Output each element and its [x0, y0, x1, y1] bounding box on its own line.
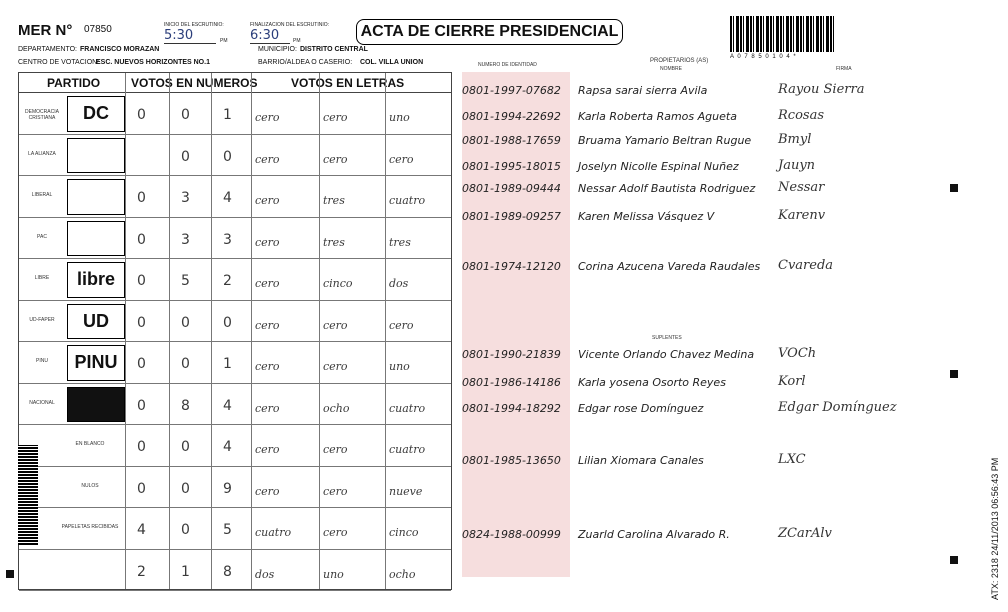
vote-digit: 0 — [181, 356, 190, 372]
party-name: NULOS — [81, 482, 99, 489]
table-header — [19, 73, 451, 93]
corner-mark — [950, 556, 958, 564]
table-row — [19, 93, 451, 135]
vote-digit: 0 — [181, 480, 190, 497]
signer-name: Zuarld Carolina Alvarado R. — [578, 528, 730, 541]
party-name: PAPELETAS RECIBIDAS — [61, 524, 119, 530]
vote-digit: 3 — [223, 231, 232, 248]
signer-name: Karen Melissa Vásquez V — [578, 210, 715, 223]
vote-digit: 0 — [181, 107, 190, 123]
col-votes-numbers: VOTOS EN NUMEROS — [131, 76, 258, 90]
sig-header: FIRMA — [836, 66, 852, 72]
vote-word: cuatro — [389, 401, 426, 415]
vote-word: cero — [323, 360, 348, 373]
municipality-label: MUNICIPIO: — [258, 46, 297, 53]
signer-id: 0801-1995-18015 — [462, 160, 561, 173]
party-logo — [67, 221, 125, 257]
signer-name: Nessar Adolf Bautista Rodriguez — [578, 182, 756, 195]
vote-digit: 1 — [223, 107, 232, 123]
vote-word: tres — [323, 194, 345, 207]
barcode-text: A 0 7 8 5 0 1 0 4 * — [730, 54, 797, 60]
signer-name: Bruama Yamario Beltran Rugue — [578, 134, 752, 147]
vote-word: cero — [323, 526, 348, 539]
names-header: NOMBRE — [660, 66, 682, 72]
signer-id: 0801-1974-12120 — [462, 260, 561, 273]
signature: Korl — [778, 374, 806, 389]
vote-digit: 0 — [223, 148, 232, 165]
vote-word: cinco — [389, 526, 419, 539]
table-row — [19, 301, 451, 343]
vote-table — [18, 72, 452, 590]
vote-digit: 0 — [137, 314, 146, 331]
vote-word: uno — [389, 360, 410, 373]
party-name: LIBRE — [34, 275, 50, 281]
vote-word: cero — [255, 194, 280, 207]
id-header: NUMERO DE IDENTIDAD — [478, 62, 537, 68]
table-row — [19, 218, 451, 260]
signature: Nessar — [778, 180, 825, 195]
end-label: FINALIZACION DEL ESCRUTINIO: — [250, 22, 329, 28]
table-row — [19, 508, 451, 550]
substitutes-header: SUPLENTES — [652, 335, 682, 341]
end-suffix: PM — [293, 38, 301, 44]
vote-digit: 0 — [223, 314, 232, 331]
vote-digit: 4 — [223, 190, 232, 206]
col-party: PARTIDO — [47, 76, 101, 90]
mer-number: 07850 — [84, 24, 112, 35]
vote-digit: 5 — [181, 273, 190, 289]
vote-digit: 0 — [137, 107, 146, 123]
department-label: DEPARTAMENTO: — [18, 46, 77, 53]
party-logo: DC — [67, 96, 125, 132]
corner-mark — [950, 184, 958, 192]
vote-word: cero — [389, 318, 414, 332]
party-logo: PINU — [67, 345, 125, 381]
vote-digit: 8 — [181, 397, 190, 414]
vote-digit: 2 — [223, 273, 232, 289]
party-logo — [67, 138, 125, 174]
vote-digit: 0 — [181, 314, 190, 331]
signer-id: 0801-1988-17659 — [462, 134, 561, 147]
vote-digit: 2 — [137, 563, 146, 580]
signature: Jauyn — [778, 158, 816, 173]
vote-word: ocho — [323, 401, 350, 415]
vote-digit: 0 — [137, 356, 146, 372]
center-label: CENTRO DE VOTACION: — [18, 59, 100, 66]
signature: VOCh — [778, 346, 817, 361]
vote-word: tres — [323, 235, 345, 249]
village: COL. VILLA UNION — [360, 59, 424, 66]
vote-word: cero — [255, 152, 280, 166]
vote-word: dos — [255, 567, 275, 581]
pink-strip — [462, 72, 570, 577]
party-name: LA ALIANZA — [28, 150, 56, 157]
municipality: DISTRITO CENTRAL — [300, 46, 368, 53]
table-row — [19, 135, 451, 177]
timestamp-stamp: ATX: 2318 24/11/2013 06:56:43 PM — [990, 457, 1000, 600]
vote-digit: 0 — [137, 273, 146, 289]
table-row — [19, 425, 451, 467]
start-suffix: PM — [220, 38, 228, 44]
vote-word: cero — [323, 443, 348, 456]
vote-word: cero — [255, 111, 280, 124]
signature: Bmyl — [778, 132, 812, 147]
signer-id: 0824-1988-00999 — [462, 528, 561, 541]
vote-word: cero — [255, 484, 280, 498]
vote-digit: 3 — [181, 231, 190, 248]
center: ESC. NUEVOS HORIZONTES NO.1 — [96, 59, 210, 66]
table-row — [19, 342, 451, 384]
party-name: UD-FAPER — [29, 316, 55, 323]
signer-name: Lilian Xiomara Canales — [578, 454, 704, 467]
signer-id: 0801-1989-09444 — [462, 182, 561, 195]
signature: Karenv — [778, 208, 826, 223]
signer-name: Corina Azucena Vareda Raudales — [578, 260, 761, 273]
vote-digit: 0 — [137, 397, 146, 414]
village-label: BARRIO/ALDEA O CASERIO: — [258, 59, 353, 66]
vote-word: dos — [389, 277, 409, 290]
signature: Rayou Sierra — [778, 82, 865, 97]
vote-digit: 4 — [137, 522, 146, 538]
barcode-left — [18, 445, 38, 545]
vote-word: cero — [323, 152, 348, 166]
vote-word: cuatro — [389, 443, 426, 456]
party-name: EN BLANCO — [75, 441, 105, 447]
vote-digit: 8 — [223, 563, 232, 580]
vote-digit: 0 — [137, 439, 146, 455]
vote-word: cero — [255, 360, 280, 373]
corner-mark — [950, 370, 958, 378]
signer-name: Edgar rose Domínguez — [578, 402, 704, 415]
signature: Rcosas — [778, 108, 824, 123]
signature: ZCarAlv — [778, 526, 832, 541]
vote-digit: 3 — [181, 190, 190, 206]
party-name: PAC — [37, 233, 47, 240]
signer-name: Karla Roberta Ramos Agueta — [578, 110, 737, 123]
vote-word: cero — [255, 277, 280, 290]
signer-name: Joselyn Nicolle Espinal Nuñez — [578, 160, 739, 173]
page-title: ACTA DE CIERRE PRESIDENCIAL — [356, 19, 623, 45]
signer-id: 0801-1989-09257 — [462, 210, 561, 223]
table-row — [19, 550, 451, 592]
corner-mark — [6, 570, 14, 578]
vote-word: cero — [255, 443, 280, 456]
signer-id: 0801-1990-21839 — [462, 348, 561, 361]
vote-digit: 9 — [223, 480, 232, 497]
table-row — [19, 259, 451, 301]
vote-digit: 0 — [181, 148, 190, 165]
signer-id: 0801-1994-22692 — [462, 110, 561, 123]
vote-word: nueve — [389, 484, 423, 498]
vote-digit: 4 — [223, 397, 232, 414]
start-label: INICIO DEL ESCRUTINIO: — [164, 22, 224, 28]
department: FRANCISCO MORAZAN — [80, 46, 160, 53]
party-name: NACIONAL — [29, 399, 55, 406]
vote-digit: 5 — [223, 522, 232, 538]
signer-name: Rapsa sarai sierra Avila — [578, 84, 708, 97]
vote-word: cuatro — [389, 194, 426, 207]
party-name: LIBERAL — [31, 192, 53, 198]
vote-digit: 0 — [137, 480, 146, 497]
signature: LXC — [778, 452, 806, 467]
party-logo: UD — [67, 304, 125, 340]
party-name: PINU — [36, 358, 48, 364]
col-votes-words: VOTOS EN LETRAS — [291, 76, 405, 90]
vote-word: uno — [323, 567, 344, 581]
vote-word: cero — [389, 152, 414, 166]
barcode — [730, 16, 835, 52]
vote-word: cero — [323, 318, 348, 332]
owners-header: PROPIETARIOS (AS) — [650, 58, 709, 64]
vote-digit: 0 — [181, 522, 190, 538]
vote-word: uno — [389, 111, 410, 124]
party-logo — [67, 387, 125, 423]
vote-word: cero — [255, 235, 280, 249]
vote-digit: 1 — [223, 356, 232, 372]
signer-id: 0801-1986-14186 — [462, 376, 561, 389]
table-row — [19, 467, 451, 509]
vote-word: cuatro — [255, 526, 292, 539]
vote-digit: 0 — [137, 231, 146, 248]
signature: Edgar Domínguez — [778, 400, 897, 415]
vote-word: ocho — [389, 567, 416, 581]
vote-word: cinco — [323, 277, 353, 290]
start-time: 5:30 — [164, 28, 216, 44]
signer-name: Karla yosena Osorto Reyes — [578, 376, 726, 389]
table-row — [19, 384, 451, 426]
vote-digit: 0 — [181, 439, 190, 455]
vote-word: cero — [255, 401, 280, 415]
party-logo: libre — [67, 262, 125, 298]
party-logo — [67, 179, 125, 215]
vote-word: tres — [389, 235, 411, 249]
party-name: DEMOCRACIA CRISTIANA — [25, 109, 59, 121]
signer-id: 0801-1997-07682 — [462, 84, 561, 97]
vote-digit: 1 — [181, 563, 190, 580]
vote-word: cero — [323, 111, 348, 124]
vote-word: cero — [255, 318, 280, 332]
vote-digit: 0 — [137, 190, 146, 206]
signer-name: Vicente Orlando Chavez Medina — [578, 348, 755, 361]
vote-word: cero — [323, 484, 348, 498]
signer-id: 0801-1994-18292 — [462, 402, 561, 415]
vote-digit: 4 — [223, 439, 232, 455]
table-row — [19, 176, 451, 218]
signer-id: 0801-1985-13650 — [462, 454, 561, 467]
mer-label: MER N° — [18, 22, 73, 39]
signature: Cvareda — [778, 258, 834, 273]
end-time: 6:30 — [250, 28, 290, 44]
